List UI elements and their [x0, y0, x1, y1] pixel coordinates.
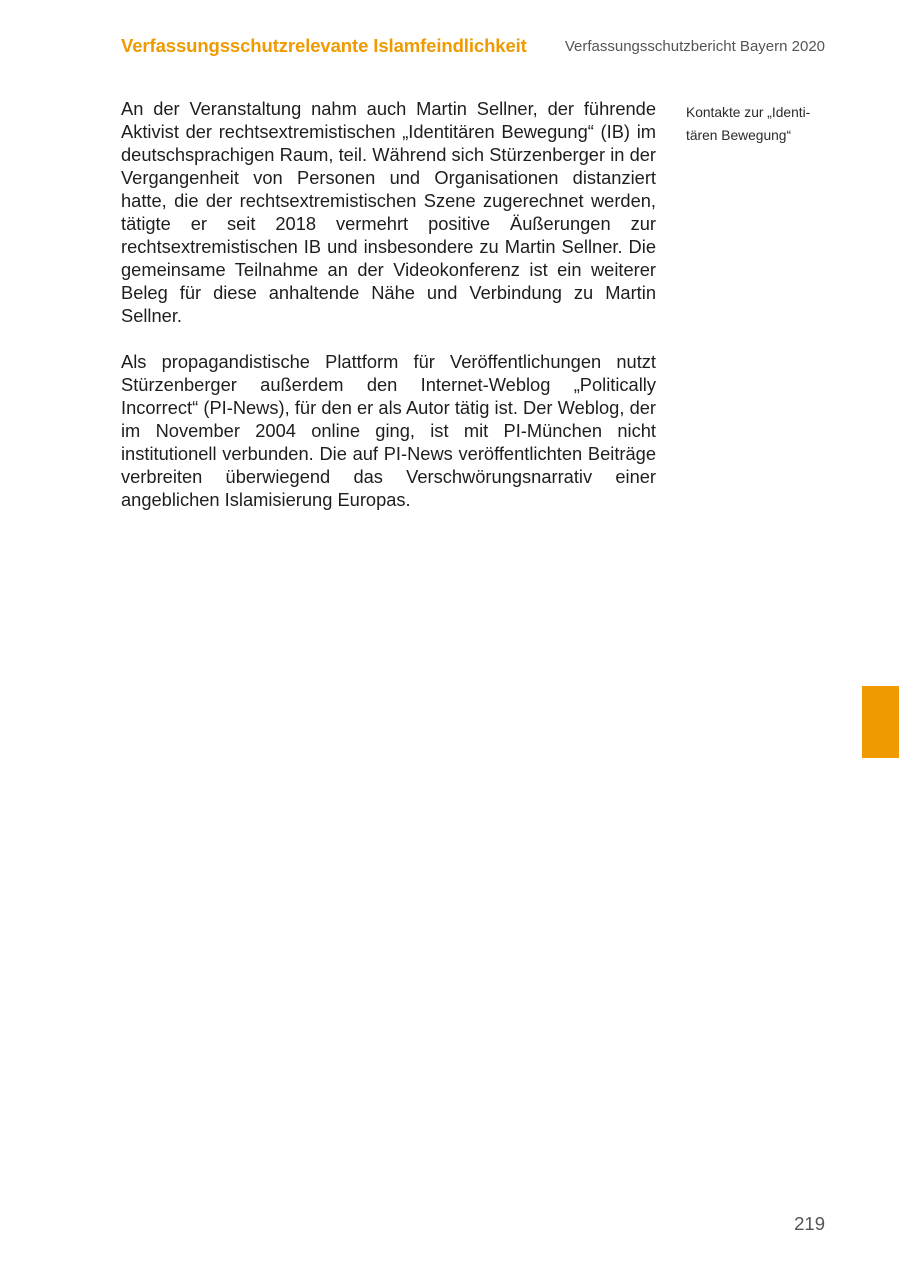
chapter-tab-marker: [862, 686, 899, 758]
paragraph-2: Als propagandistische Plattform für Veröffentlichungen nutzt Stürzenberger außerdem den Internet-Weblog „Politically Incorrect“ (PI-News), für den er als Autor tätig ist. Der Weblog, der im November 2004 online ging, ist mit PI-München nicht institutionell verbunden. Die auf PI-News veröffentlichten Beiträge verbreiten überwiegend das Verschwörungsnarrativ einer angeblichen Islamisierung Europas.: [121, 351, 656, 510]
report-title: Verfassungsschutzbericht Bayern 2020: [564, 38, 825, 55]
paragraph-1: An der Veranstaltung nahm auch Martin Sellner, der führende Aktivist der rechtsextremistischen „Identitären Bewegung“ (IB) im deutschsprachigen Raum, teil. Während sich Stürzenberger in der Vergangenheit von Personen und Organisationen distanziert hatte, die der rechtsextremistischen Szene zugerechnet werden, tätigte er seit 2018 vermehrt positive Äußerungen zur rechtsextremistischen IB und insbesondere zu Martin Sellner. Die gemeinsame Teilnahme an der Videokonferenz ist ein weiterer Beleg für diese anhaltende Nähe und Verbindung zu Martin Sellner.: [121, 98, 656, 326]
page-number: 219: [794, 1213, 825, 1234]
section-title: Verfassungsschutzrelevante Islamfeindlichkeit: [121, 35, 527, 56]
margin-note: Kontakte zur „Identitären Bewegung“: [686, 105, 811, 143]
main-text: [121, 97, 656, 534]
